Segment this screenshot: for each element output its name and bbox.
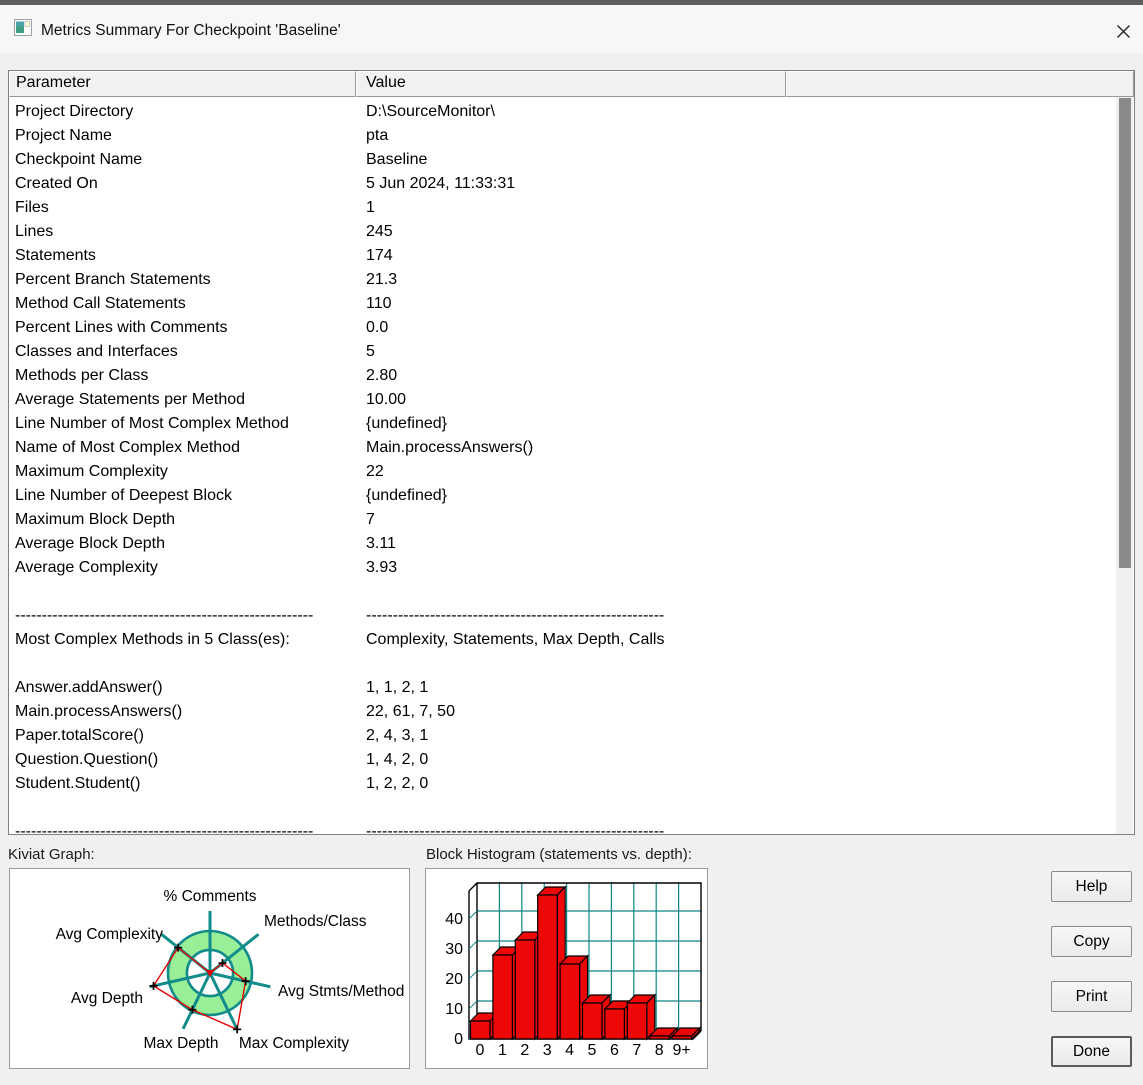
kiviat-graph-panel [9,868,410,1069]
value-cell: -------------------------------------------------------- [366,823,665,835]
parameter-cell: Answer.addAnswer() [15,679,163,696]
copy-button[interactable]: Copy [1051,926,1132,957]
parameter-cell: Line Number of Most Complex Method [15,415,289,432]
table-row[interactable] [9,772,1115,796]
svg-text:Methods/Class: Methods/Class [264,913,367,930]
parameter-cell: Created On [15,175,98,192]
table-row[interactable] [9,436,1115,460]
svg-text:1: 1 [497,1042,507,1059]
value-cell: 3.11 [366,535,396,552]
table-row[interactable] [9,484,1115,508]
parameter-cell: Question.Question() [15,751,159,768]
value-cell: 1 [366,199,375,216]
value-cell: 1, 1, 2, 1 [366,679,429,696]
parameter-cell: Maximum Complexity [15,463,168,480]
block-histogram-panel [425,868,708,1069]
table-row[interactable] [9,388,1115,412]
svg-text:% Comments: % Comments [163,888,257,905]
table-row[interactable] [9,220,1115,244]
parameter-cell: Main.processAnswers() [15,703,183,720]
table-row[interactable] [9,148,1115,172]
block-histogram-label: Block Histogram (statements vs. depth): [426,846,692,863]
svg-text:Avg Stmts/Method: Avg Stmts/Method [278,983,405,1000]
parameter-cell: Lines [15,223,54,240]
table-row[interactable] [9,532,1115,556]
svg-text:8: 8 [654,1042,664,1059]
table-row[interactable] [9,340,1115,364]
value-cell: 22 [366,463,384,480]
table-row[interactable] [9,508,1115,532]
parameter-cell: Paper.totalScore() [15,727,144,744]
value-cell: 1, 4, 2, 0 [366,751,429,768]
table-row[interactable] [9,796,1115,820]
value-cell: 3.93 [366,559,398,576]
listview-header [9,71,1134,97]
value-cell: Main.processAnswers() [366,439,534,456]
svg-text:10: 10 [445,1001,463,1018]
value-cell: 10.00 [366,391,407,408]
table-row[interactable] [9,652,1115,676]
value-cell: 5 Jun 2024, 11:33:31 [366,175,516,192]
table-row[interactable] [9,820,1115,835]
value-cell: 7 [366,511,375,528]
parameter-cell: Checkpoint Name [15,151,143,168]
table-row[interactable] [9,556,1115,580]
parameter-cell: Statements [15,247,96,264]
table-row[interactable] [9,364,1115,388]
parameter-cell: -------------------------------------------------------- [15,607,314,624]
parameter-cell: Student.Student() [15,775,141,792]
parameter-cell: Average Block Depth [15,535,166,552]
metrics-listview [8,70,1135,835]
parameter-cell: Name of Most Complex Method [15,439,240,456]
parameter-cell: Average Complexity [15,559,158,576]
parameter-cell: Average Statements per Method [15,391,246,408]
value-cell: 0.0 [366,319,389,336]
table-row[interactable] [9,700,1115,724]
value-cell: Complexity, Statements, Max Depth, Calls [366,631,665,648]
column-header-parameter[interactable]: Parameter [9,71,356,97]
svg-text:Max Complexity: Max Complexity [238,1035,350,1052]
value-cell: 110 [366,295,392,312]
value-cell: {undefined} [366,487,447,504]
table-row[interactable] [9,748,1115,772]
close-button[interactable] [1106,17,1140,45]
table-row[interactable] [9,268,1115,292]
help-button[interactable]: Help [1051,871,1132,902]
svg-text:4: 4 [565,1042,575,1059]
parameter-cell: Files [15,199,49,216]
table-row[interactable] [9,196,1115,220]
value-cell: 2, 4, 3, 1 [366,727,429,744]
parameter-cell: Percent Branch Statements [15,271,211,288]
scrollbar-thumb[interactable] [1119,98,1131,568]
svg-text:0: 0 [475,1042,485,1059]
svg-text:Avg Complexity: Avg Complexity [55,926,163,943]
value-cell: D:\SourceMonitor\ [366,103,495,120]
done-button[interactable]: Done [1051,1036,1132,1067]
table-row[interactable] [9,292,1115,316]
app-icon [14,19,32,36]
table-row[interactable] [9,316,1115,340]
table-row[interactable] [9,100,1115,124]
svg-text:2: 2 [520,1042,530,1059]
parameter-cell: -------------------------------------------------------- [15,823,314,835]
table-row[interactable] [9,676,1115,700]
svg-text:6: 6 [609,1042,619,1059]
value-cell: 245 [366,223,393,240]
value-cell: 22, 61, 7, 50 [366,703,455,720]
svg-text:9+: 9+ [672,1042,691,1059]
svg-text:20: 20 [445,971,463,988]
table-row[interactable] [9,724,1115,748]
svg-text:Avg Depth: Avg Depth [70,990,143,1007]
value-cell: {undefined} [366,415,447,432]
value-cell: -------------------------------------------------------- [366,607,665,624]
svg-text:40: 40 [445,911,463,928]
svg-text:3: 3 [542,1042,552,1059]
parameter-cell: Most Complex Methods in 5 Class(es): [15,631,290,648]
table-row[interactable] [9,124,1115,148]
table-row[interactable] [9,244,1115,268]
window-title: Metrics Summary For Checkpoint 'Baseline' [41,22,341,39]
table-row[interactable] [9,412,1115,436]
table-row[interactable] [9,604,1115,628]
parameter-cell: Percent Lines with Comments [15,319,228,336]
table-row[interactable] [9,460,1115,484]
value-cell: 1, 2, 2, 0 [366,775,429,792]
svg-text:0: 0 [454,1031,463,1048]
parameter-cell: Project Name [15,127,112,144]
parameter-cell: Project Directory [15,103,134,120]
column-header-value[interactable]: Value [356,71,786,97]
print-button[interactable]: Print [1051,981,1132,1012]
svg-text:7: 7 [632,1042,642,1059]
parameter-cell: Maximum Block Depth [15,511,176,528]
table-row[interactable] [9,628,1115,652]
svg-text:5: 5 [587,1042,597,1059]
value-cell: 2.80 [366,367,398,384]
table-body [9,97,1115,835]
parameter-cell: Methods per Class [15,367,149,384]
kiviat-graph-label: Kiviat Graph: [8,846,95,863]
value-cell: 174 [366,247,393,264]
value-cell: 5 [366,343,375,360]
parameter-cell: Method Call Statements [15,295,186,312]
close-icon [1116,24,1131,39]
column-header-empty[interactable] [786,71,1134,97]
value-cell: 21.3 [366,271,398,288]
svg-text:30: 30 [445,941,463,958]
table-row[interactable] [9,172,1115,196]
title-bar [0,5,1143,53]
vertical-scrollbar[interactable] [1116,97,1133,834]
svg-text:Max Depth: Max Depth [143,1035,219,1052]
table-row[interactable] [9,580,1115,604]
parameter-cell: Line Number of Deepest Block [15,487,232,504]
value-cell: pta [366,127,389,144]
value-cell: Baseline [366,151,428,168]
parameter-cell: Classes and Interfaces [15,343,178,360]
